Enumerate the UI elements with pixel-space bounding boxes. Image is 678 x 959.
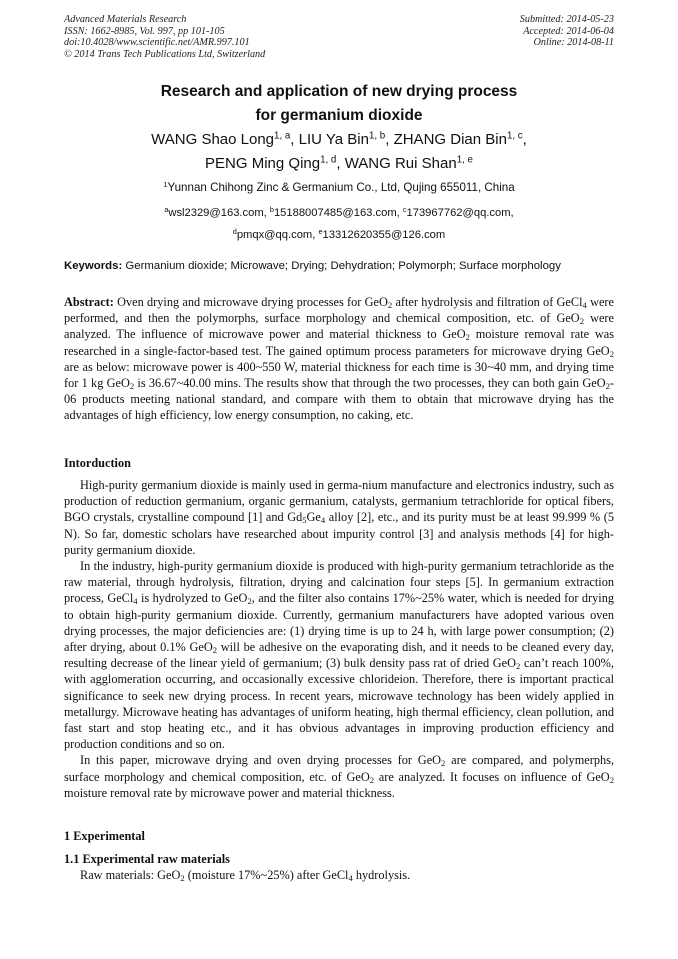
journal-issn: ISSN: 1662-8985, Vol. 997, pp 101-105 (64, 25, 225, 37)
email: 15188007485@163.com, (273, 207, 403, 219)
title-line-2: for germanium dioxide (255, 107, 423, 124)
author-separator: , (290, 131, 299, 148)
subscript: 4 (582, 300, 587, 311)
subscript: 4 (348, 873, 353, 884)
paragraph-text: Ge (306, 510, 321, 525)
subscript: 2 (180, 873, 185, 884)
subscript: 2 (465, 332, 470, 343)
online-date: Online: 2014-08-11 (533, 37, 614, 49)
abstract-text: after hydrolysis and filtration of GeCl (392, 295, 583, 309)
subscript: 2 (212, 645, 218, 656)
author-separator: , (336, 155, 345, 172)
paragraph-text: In the industry, high-purity germanium dioxide is produced with high-purity germanium tetrachloride as the raw material, through hydrolysis, filtration, drying and calcination four steps [5]. In germanium extraction process, GeCl (64, 559, 614, 606)
intro-heading: Intorduction (64, 456, 131, 470)
author-sup: 1, a (274, 130, 291, 142)
paper-title (0, 80, 678, 128)
subscript: 2 (387, 300, 393, 311)
intro-section (64, 477, 614, 801)
email-sup: d (232, 227, 237, 236)
paragraph-text: , and the filter also contains 17%~25% water, which is needed for drying to obtain high-purity germanium dioxide. Currently, germanium manufacturers have adopted various oven drying processes, the major deficiencies are: (1) drying time is up to 24 h, with large power consumption; (2) after drying, about 0.1% GeO (64, 591, 614, 655)
paragraph-text: can’t reach 100%, with agglomeration occurring, and occasionally excessive chlorideion. Therefore, there is important practical significance to seek new drying process. In recent years, microwave technology has been widely applied in metallurgy. Microwave heating has advantages of uniform heating, high thermal efficiency, clean pollution, and fast start and stop heating etc., and it has obvious advantages in improving production efficiency and production conditions and so on. (64, 656, 614, 752)
author-name: WANG Shao Long (151, 131, 275, 148)
subscript: 2 (609, 774, 614, 785)
author-list (0, 128, 678, 176)
email-sup: e (318, 227, 323, 236)
abstract-text: were analyzed. The influence of microwave power and material thickness to GeO (64, 311, 614, 342)
dates-header (520, 14, 614, 49)
subscript: 2 (609, 348, 614, 359)
email-list (0, 202, 678, 246)
paragraph-text: (moisture 17%~25%) after GeCl (184, 868, 349, 882)
raw-materials-paragraph (64, 867, 614, 883)
subscript: 2 (129, 381, 135, 392)
affiliation-sup: 1 (163, 179, 168, 189)
subscript: 2 (605, 381, 610, 392)
affiliation-text: Yunnan Chihong Zinc & Germanium Co., Ltd, Qujing 655011, China (167, 181, 515, 194)
paragraph-text: hydrolysis. (352, 868, 411, 882)
intro-paragraph-2 (64, 558, 614, 752)
subscript: 4 (320, 515, 326, 526)
title-line-1: Research and application of new drying process (160, 83, 518, 100)
abstract-text: is 36.67~40.00 mins. The results show that through the two processes, they can both gain GeO (134, 376, 606, 391)
paragraph-text: In this paper, microwave drying and oven drying processes for GeO (80, 753, 442, 768)
accepted-date: Accepted: 2014-06-04 (523, 25, 614, 37)
subscript: 2 (247, 596, 252, 607)
intro-paragraph-3 (64, 752, 614, 801)
keywords-text: Germanium dioxide; Microwave; Drying; Dehydration; Polymorph; Surface morphology (122, 260, 561, 272)
abstract-text: Oven drying and microwave drying processes for GeO (113, 295, 388, 309)
keywords-label: Keywords: (64, 260, 123, 272)
author-sup: 1, c (506, 130, 523, 142)
raw-materials-section (64, 867, 614, 883)
paragraph-text: is hydrolyzed to GeO (137, 591, 248, 606)
abstract-text: were performed, and then the polymorphs, surface morphology and chemical composition, etc. of GeO (64, 295, 614, 326)
paragraph-text: Raw materials: GeO (80, 868, 181, 882)
email: wsl2329@163.com, (168, 207, 270, 219)
author-sup: 1, b (368, 130, 386, 142)
subscript: 2 (579, 316, 584, 327)
affiliation (0, 180, 678, 195)
author-name: LIU Ya Bin (298, 131, 369, 148)
paragraph-text: High-purity germanium dioxide is mainly used in germa-nium manufacture and electronics industry, such as production of reduction germanium, organic germanium, catalysts, germanium tetrachloride for optical fibers, BGO crystals, crystalline compound [1] and Gd (64, 478, 614, 525)
subscript: 4 (133, 596, 138, 607)
abstract-text: -06 products meeting national standard, and compare with them to obtain that microwave drying has the advantages of high efficiency, low energy consumption, no caking, etc. (64, 376, 614, 423)
raw-materials-heading: 1.1 Experimental raw materials (64, 852, 230, 866)
paragraph-text: alloy [2], etc., and its purity must be at least 99.999 % (5 N). So far, domestic scholars have researched about impurity control [3] and analysis methods [4] for high-purity germanium dioxide. (64, 510, 614, 557)
paragraph-text: moisture removal rate by microwave power and material thickness. (64, 785, 395, 800)
author-sup: 1, d (320, 154, 337, 166)
subscript: 5 (302, 515, 307, 526)
intro-paragraph-1 (64, 477, 614, 558)
abstract (64, 294, 614, 424)
author-name: WANG Rui Shan (344, 155, 457, 172)
email: 173967762@qq.com, (406, 207, 514, 219)
email: 13312620355@126.com (322, 229, 446, 241)
experimental-heading: 1 Experimental (64, 829, 145, 843)
journal-doi: doi:10.4028/www.scientific.net/AMR.997.101 (64, 37, 250, 49)
submitted-date: Submitted: 2014-05-23 (519, 14, 614, 25)
email-sup: a (164, 205, 169, 214)
email-sup: c (402, 205, 407, 214)
subscript: 2 (516, 661, 521, 672)
paragraph-text: will be adhesive on the evaporating dish, and it needs to be cleaned every day, resulting decrease of the linear yield of germanium; (3) bulk density pass rat of dried GeO (64, 640, 614, 671)
email: pmqx@qq.com, (236, 229, 319, 241)
paragraph-text: are compared, and polymerphs, surface morphology and chemical composition, etc. of GeO (64, 753, 614, 784)
author-separator: , (385, 131, 394, 148)
abstract-text: are as below: microwave power is 400~550 W, material thickness for each time is 30~40 mm, and drying time for 1 kg GeO (64, 359, 614, 391)
paragraph-text: are analyzed. It focuses on influence of GeO (374, 769, 610, 784)
subscript: 2 (369, 774, 375, 785)
author-name: ZHANG Dian Bin (393, 131, 507, 148)
subscript: 2 (441, 758, 446, 769)
abstract-text: moisture removal rate was researched in a single-factor-based test. The gained optimum process parameters for microwave drying GeO (64, 327, 614, 358)
journal-copyright: © 2014 Trans Tech Publications Ltd, Switzerland (64, 48, 266, 60)
abstract-label: Abstract: (64, 295, 114, 309)
journal-header (64, 14, 265, 60)
author-separator: , (522, 131, 527, 148)
author-name: PENG Ming Qing (205, 155, 321, 172)
journal-name: Advanced Materials Research (64, 14, 187, 25)
email-sup: b (269, 205, 274, 214)
author-sup: 1, e (456, 154, 473, 166)
keywords (64, 258, 624, 274)
